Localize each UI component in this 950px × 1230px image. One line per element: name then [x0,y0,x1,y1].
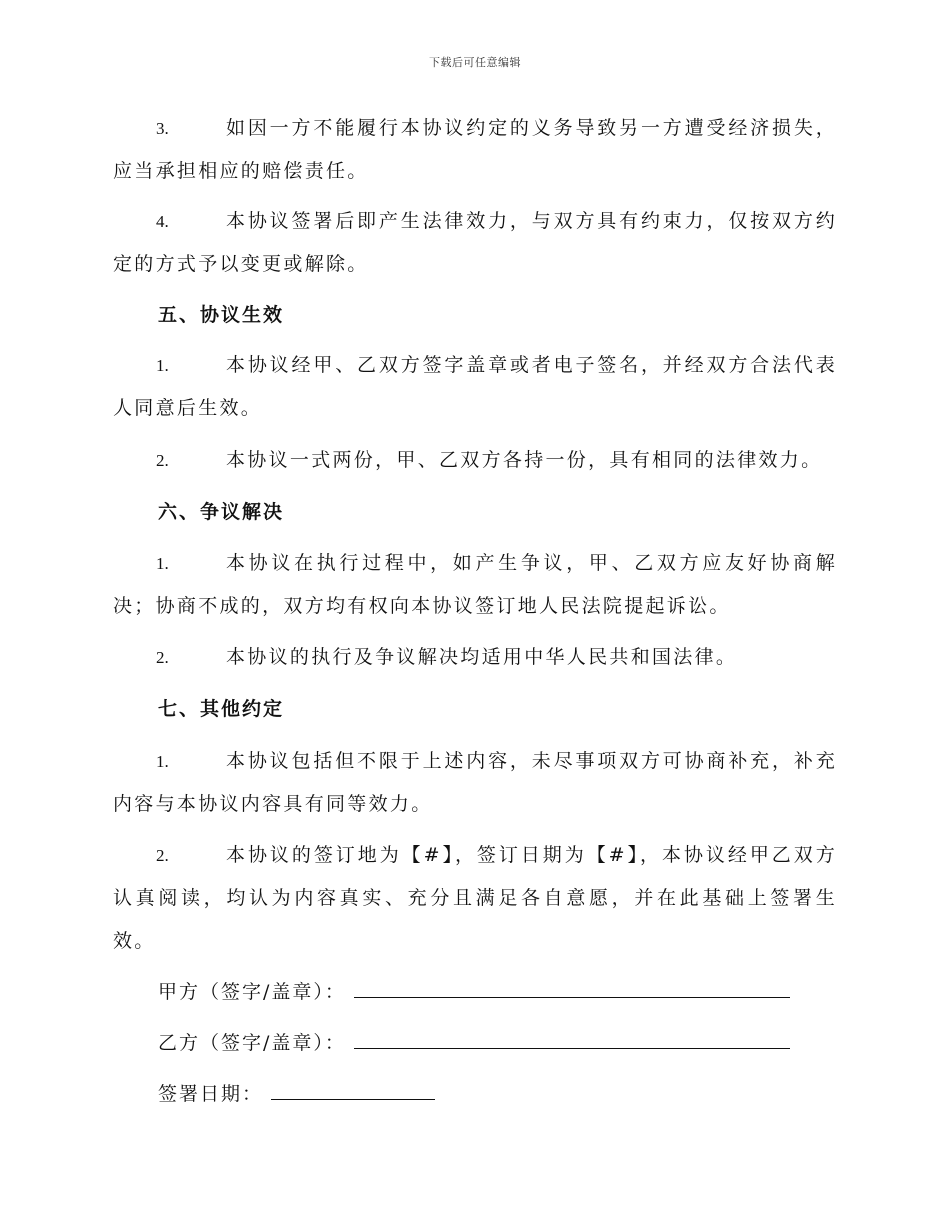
clause-number: 4. [156,212,169,231]
clause-number: 1. [156,356,169,375]
clause-text: 本协议包括但不限于上述内容，未尽事项双方可协商补充，补充内容与本协议内容具有同等效力。 [113,750,837,815]
clause-6-1 [113,542,837,628]
section-heading-other: 七、其他约定 [158,698,285,720]
clause-7-1 [113,740,837,826]
party-b-signature-line[interactable] [354,1026,790,1049]
party-a-signature-line[interactable] [354,975,790,998]
clause-text: 如因一方不能履行本协议约定的义务导致另一方遭受经济损失，应当承担相应的赔偿责任。 [113,117,837,182]
clause-6-2 [113,636,837,679]
clause-5-1 [113,344,837,430]
signing-date-label: 签署日期： [158,1083,264,1105]
clause-text: 本协议的执行及争议解决均适用中华人民共和国法律。 [226,646,738,668]
clause-number: 1. [156,752,169,771]
signing-date-line[interactable] [271,1077,435,1100]
clause-number: 2. [156,846,169,865]
clause-number: 1. [156,554,169,573]
party-b-label: 乙方（签字/盖章）： [158,1032,346,1054]
clause-text: 本协议经甲、乙双方签字盖章或者电子签名，并经双方合法代表人同意后生效。 [113,354,837,419]
clause-number: 2. [156,648,169,667]
party-b-signature-row [158,1022,790,1065]
signing-date-row [158,1073,435,1116]
section-heading-dispute: 六、争议解决 [158,501,285,523]
section-heading-effect: 五、协议生效 [158,304,285,326]
clause-4-3 [113,107,837,193]
clause-7-2 [113,834,837,963]
clause-text: 本协议一式两份，甲、乙双方各持一份，具有相同的法律效力。 [226,449,823,471]
clause-4-4 [113,200,837,286]
clause-number: 2. [156,451,169,470]
clause-number: 3. [156,119,169,138]
page-header-note: 下载后可任意编辑 [429,56,521,69]
party-a-label: 甲方（签字/盖章）： [158,981,346,1003]
clause-text: 本协议签署后即产生法律效力，与双方具有约束力，仅按双方约定的方式予以变更或解除。 [113,210,837,275]
party-a-signature-row [158,971,790,1014]
clause-text: 本协议在执行过程中，如产生争议，甲、乙双方应友好协商解决；协商不成的，双方均有权向本协议签订地人民法院提起诉讼。 [113,552,837,617]
clause-text: 本协议的签订地为【#】，签订日期为【#】，本协议经甲乙双方认真阅读，均认为内容真实、充分且满足各自意愿，并在此基础上签署生效。 [113,844,837,952]
clause-5-2 [113,439,837,482]
